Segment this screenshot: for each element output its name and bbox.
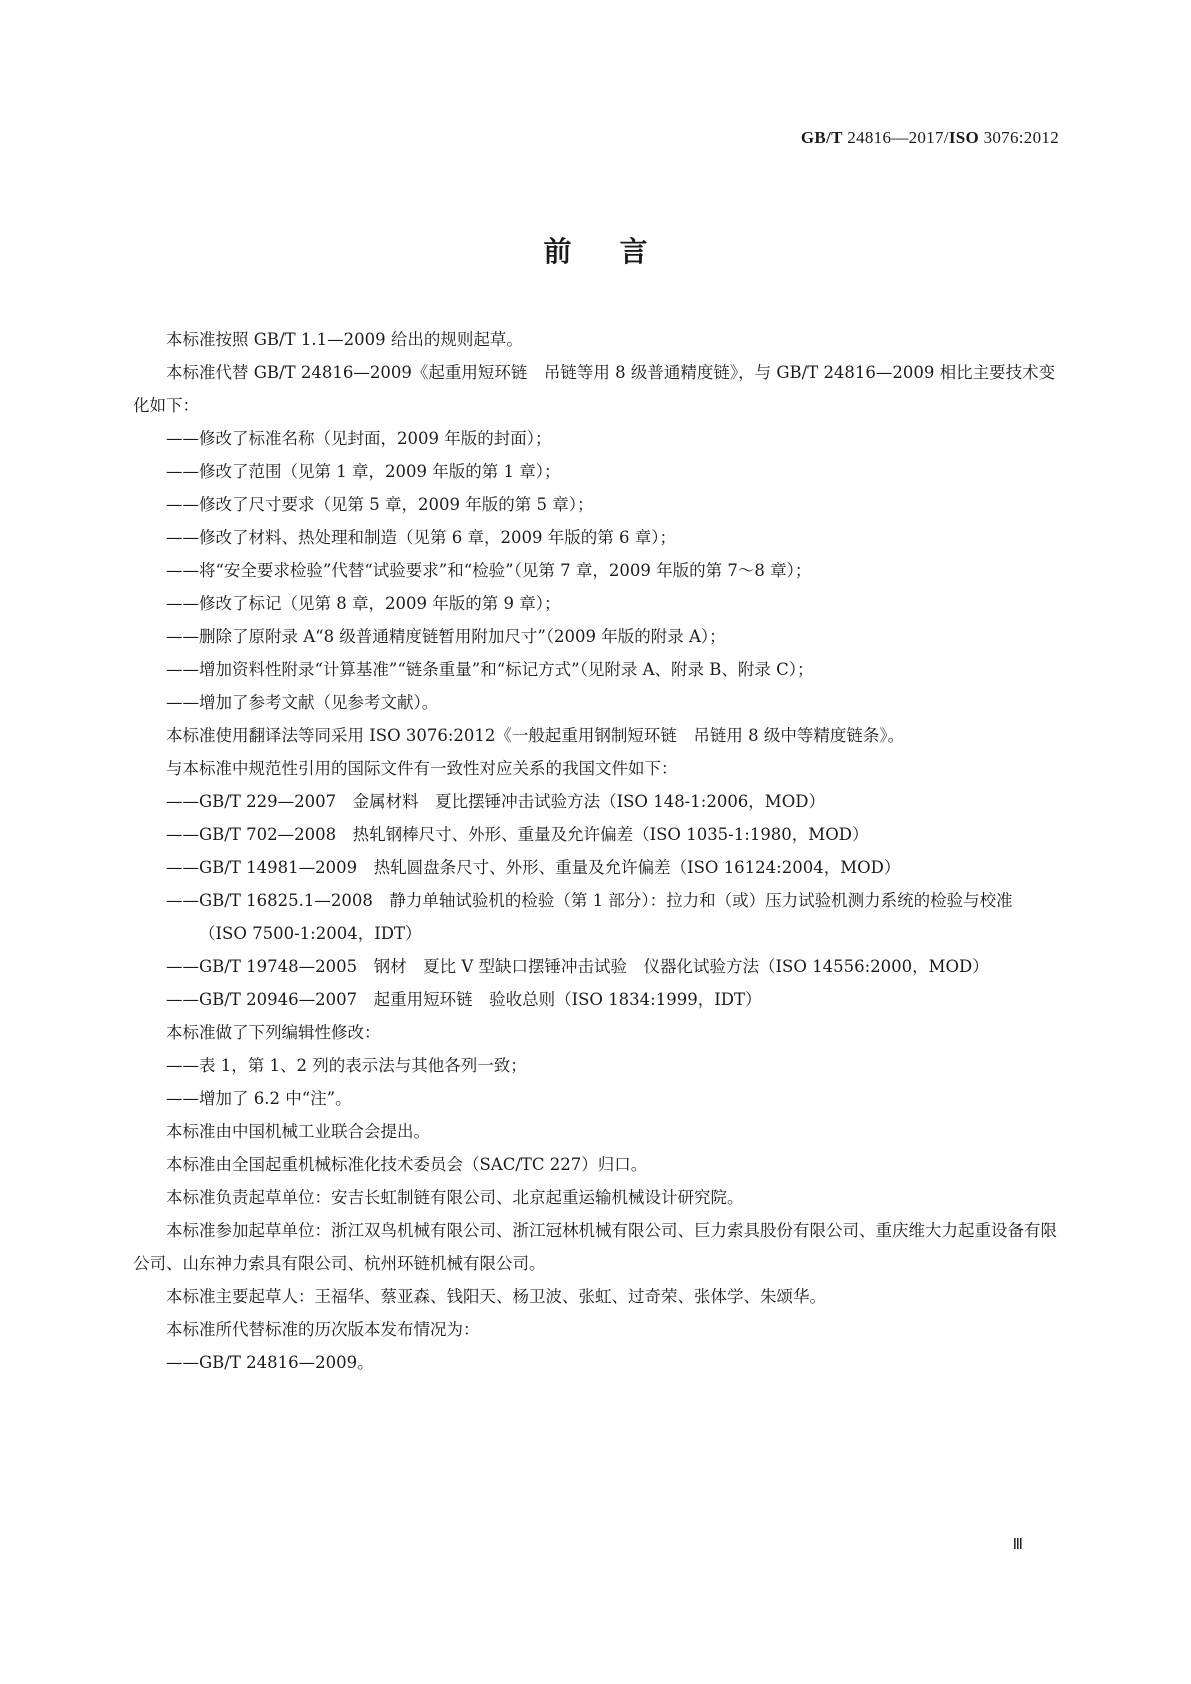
paragraph-text: 将“安全要求检验”代替“试验要求”和“检验”（见第 7 章，2009 年版的第 7～8 章）； [199,561,812,580]
dash-marker: —— [166,891,199,910]
paragraph-text: GB/T 20946—2007 起重用短环链 验收总则（ISO 1834:1999，IDT） [199,990,762,1009]
dash-marker: —— [166,660,199,679]
paragraph-text: GB/T 16825.1—2008 静力单轴试验机的检验（第 1 部分）：拉力和（或）压力试验机测力系统的检验与校准（ISO 7500-1:2004，IDT） [199,891,1013,943]
paragraph-text: 修改了尺寸要求（见第 5 章，2009 年版的第 5 章）； [199,495,594,514]
list-item [133,488,1059,521]
page-number: Ⅲ [1012,1537,1023,1553]
list-item [133,653,1059,686]
list-item [133,983,1059,1016]
list-item [133,785,1059,818]
paragraph [133,356,1059,422]
paragraph [133,752,1059,785]
paragraph-text: 本标准使用翻译法等同采用 ISO 3076:2012《一般起重用钢制短环链 吊链用 8 级中等精度链条》。 [166,726,905,745]
list-item [133,950,1059,983]
paragraph-text: 本标准由中国机械工业联合会提出。 [166,1122,430,1141]
paragraph [133,1313,1059,1346]
dash-marker: —— [166,627,199,646]
paragraph-text: 本标准按照 GB/T 1.1—2009 给出的规则起草。 [166,330,523,349]
paragraph-text: 本标准做了下列编辑性修改： [166,1023,381,1042]
paragraph [133,1214,1059,1280]
paragraph-text: GB/T 14981—2009 热轧圆盘条尺寸、外形、重量及允许偏差（ISO 16124:2004，MOD） [199,858,901,877]
dash-marker: —— [166,693,199,712]
standard-code-header [801,128,1059,148]
paragraph-text: 修改了材料、热处理和制造（见第 6 章，2009 年版的第 6 章）； [199,528,676,547]
list-item [133,851,1059,884]
dash-marker: —— [166,825,199,844]
dash-marker: —— [166,594,199,613]
header-iso: ISO [948,128,980,147]
page-title: 前言 [543,235,696,268]
dash-marker: —— [166,1353,199,1372]
paragraph-text: 增加了参考文献（见参考文献）。 [199,693,439,712]
paragraph [133,1016,1059,1049]
paragraph-text: 本标准由全国起重机械标准化技术委员会（SAC/TC 227）归口。 [166,1155,648,1174]
list-item [133,422,1059,455]
paragraph [133,1115,1059,1148]
dash-marker: —— [166,528,199,547]
paragraph-text: 表 1，第 1、2 列的表示法与其他各列一致； [199,1056,527,1075]
paragraph-text: GB/T 702—2008 热轧钢棒尺寸、外形、重量及允许偏差（ISO 1035-1:1980，MOD） [199,825,869,844]
paragraph [133,323,1059,356]
dash-marker: —— [166,858,199,877]
dash-marker: —— [166,1089,199,1108]
paragraph-text: 删除了原附录 A“8 级普通精度链暂用附加尺寸”（2009 年版的附录 A）； [199,627,726,646]
paragraph-text: 本标准代替 GB/T 24816—2009《起重用短环链 吊链等用 8 级普通精度链》，与 GB/T 24816—2009 相比主要技术变化如下： [133,363,1056,415]
list-item [133,1082,1059,1115]
dash-marker: —— [166,1056,199,1075]
dash-marker: —— [166,957,199,976]
paragraph-text: 修改了标记（见第 8 章，2009 年版的第 9 章）； [199,594,561,613]
list-item [133,884,1059,950]
dash-marker: —— [166,792,199,811]
dash-marker: —— [166,561,199,580]
paragraph-text: 本标准主要起草人：王福华、蔡亚森、钱阳天、杨卫波、张虹、过奇荣、张体学、朱颂华。 [166,1287,826,1306]
paragraph-text: 修改了标准名称（见封面，2009 年版的封面）； [199,429,552,448]
list-item [133,521,1059,554]
header-number: 24816—2017/ [842,128,949,147]
paragraph-text: 修改了范围（见第 1 章，2009 年版的第 1 章）； [199,462,561,481]
dash-marker: —— [166,429,199,448]
paragraph-text: GB/T 19748—2005 钢材 夏比 V 型缺口摆锤冲击试验 仪器化试验方法（ISO 14556:2000，MOD） [199,957,989,976]
list-item [133,1346,1059,1379]
paragraph-text: 本标准负责起草单位：安吉长虹制链有限公司、北京起重运输机械设计研究院。 [166,1188,744,1207]
paragraph-text: 增加资料性附录“计算基准”“链条重量”和“标记方式”（见附录 A、附录 B、附录 C）； [199,660,814,679]
dash-marker: —— [166,990,199,1009]
paragraph-text: 增加了 6.2 中“注”。 [199,1089,352,1108]
list-item [133,455,1059,488]
dash-marker: —— [166,495,199,514]
paragraph-text: GB/T 24816—2009。 [199,1353,374,1372]
paragraph-text: GB/T 229—2007 金属材料 夏比摆锤冲击试验方法（ISO 148-1:2006，MOD） [199,792,825,811]
foreword-body [133,323,1059,1379]
header-gbt: GB/T [800,128,843,147]
list-item [133,554,1059,587]
paragraph-text: 与本标准中规范性引用的国际文件有一致性对应关系的我国文件如下： [166,759,678,778]
paragraph [133,1148,1059,1181]
header-iso-number: 3076:2012 [979,128,1059,147]
dash-marker: —— [166,462,199,481]
paragraph [133,1181,1059,1214]
list-item [133,686,1059,719]
paragraph [133,719,1059,752]
list-item [133,1049,1059,1082]
paragraph-text: 本标准参加起草单位：浙江双鸟机械有限公司、浙江冠林机械有限公司、巨力索具股份有限公司、重庆维大力起重设备有限公司、山东神力索具有限公司、杭州环链机械有限公司。 [133,1221,1057,1273]
paragraph-text: 本标准所代替标准的历次版本发布情况为： [166,1320,480,1339]
list-item [133,587,1059,620]
paragraph [133,1280,1059,1313]
list-item [133,620,1059,653]
list-item [133,818,1059,851]
